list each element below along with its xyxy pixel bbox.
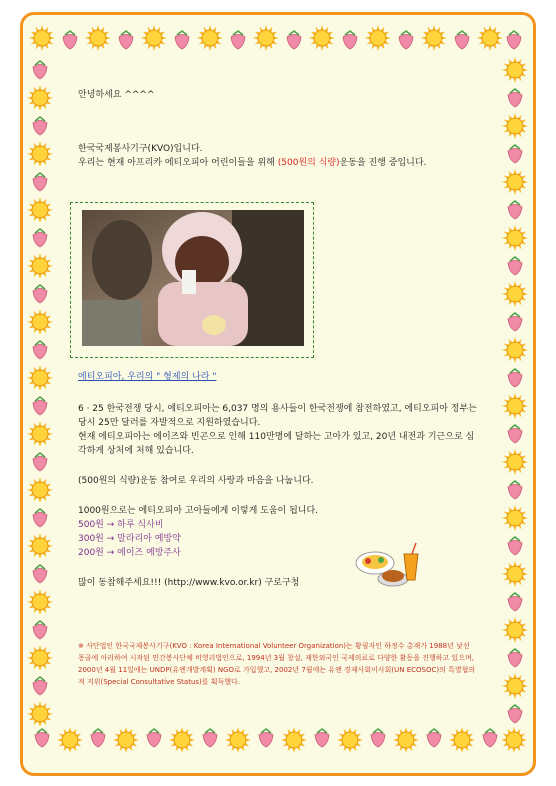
intro-text-a: 우리는 현재 아프리카 에티오피아 어린이들을 위해 bbox=[78, 158, 278, 168]
strawberry-icon bbox=[63, 31, 77, 49]
strawberry-icon bbox=[508, 481, 522, 499]
strawberry-icon bbox=[287, 31, 301, 49]
strawberry-icon bbox=[35, 729, 49, 747]
strawberry-icon bbox=[33, 565, 47, 583]
sun-icon bbox=[393, 727, 419, 753]
donation-item: 300원 → 말라리아 예방약 bbox=[78, 534, 181, 544]
strawberry-icon bbox=[508, 649, 522, 667]
donation-item: 200원 → 에이즈 예방주사 bbox=[78, 548, 181, 558]
sun-icon bbox=[27, 197, 53, 223]
sun-icon bbox=[421, 25, 447, 51]
strawberry-icon bbox=[508, 425, 522, 443]
donation-intro: 1000원으로는 에티오피아 고아들에게 이렇게 도움이 됩니다. bbox=[78, 506, 319, 516]
strawberry-icon bbox=[508, 313, 522, 331]
sun-icon bbox=[27, 253, 53, 279]
sun-icon bbox=[502, 57, 528, 83]
sun-icon bbox=[85, 25, 111, 51]
sun-icon bbox=[27, 85, 53, 111]
sun-icon bbox=[27, 645, 53, 671]
ethiopia-link[interactable]: 에티오피아, 우리의 " 형제의 나라 " bbox=[78, 372, 217, 382]
sun-icon bbox=[502, 281, 528, 307]
sun-icon bbox=[502, 617, 528, 643]
letter-content bbox=[78, 88, 482, 590]
sun-icon bbox=[27, 421, 53, 447]
paragraph-current: 현재 에티오피아는 에이즈와 빈곤으로 인해 110만명에 달하는 고아가 있고, 20년 내전과 기근으로 심각하게 상처에 처해 있습니다. bbox=[78, 432, 475, 456]
strawberry-icon bbox=[33, 677, 47, 695]
sun-icon bbox=[502, 673, 528, 699]
strawberry-icon bbox=[231, 31, 245, 49]
sun-icon bbox=[501, 727, 527, 753]
sun-icon bbox=[477, 25, 503, 51]
sun-icon bbox=[27, 477, 53, 503]
strawberry-icon bbox=[371, 729, 385, 747]
strawberry-icon bbox=[507, 31, 521, 49]
sun-icon bbox=[502, 393, 528, 419]
sun-icon bbox=[29, 25, 55, 51]
sun-icon bbox=[502, 449, 528, 475]
sun-icon bbox=[141, 25, 167, 51]
strawberry-icon bbox=[147, 729, 161, 747]
strawberry-icon bbox=[119, 31, 133, 49]
donation-item: 500원 → 하루 식사비 bbox=[78, 520, 164, 530]
sun-icon bbox=[502, 113, 528, 139]
strawberry-icon bbox=[483, 729, 497, 747]
sun-icon bbox=[502, 169, 528, 195]
sun-icon bbox=[309, 25, 335, 51]
footnote: ※ 사단법인 한국국제봉사기구(KVO : Korea International Volunteer Organization)는 황필자인 하정수 총재가 1988년 낯선 몽골에 아리하여 시작된 민간봉사단체 비영리법인으로, 1994년 3월 창설, 재한외국인 국제의료로 다양한 활동을 진행하고 있으며, 2000년 4월 11일에는 UNDP(유엔개발계획) NGO로 가입했고, 2002년 7월에는 유엔 경제사회이사회(UN ECOSOC)의 특별협의적 지위(Special Consultative Status)를 획득했다. bbox=[78, 642, 476, 686]
sun-icon bbox=[27, 309, 53, 335]
strawberry-icon bbox=[33, 341, 47, 359]
strawberry-icon bbox=[203, 729, 217, 747]
sun-icon bbox=[27, 589, 53, 615]
strawberry-icon bbox=[33, 509, 47, 527]
intro-line-1: 한국국제봉사기구(KVO)입니다. bbox=[78, 144, 203, 154]
intro-text-b: 운동을 진행 중입니다. bbox=[339, 158, 427, 168]
strawberry-icon bbox=[343, 31, 357, 49]
strawberry-icon bbox=[33, 117, 47, 135]
sun-icon bbox=[365, 25, 391, 51]
sun-icon bbox=[113, 727, 139, 753]
strawberry-icon bbox=[33, 285, 47, 303]
sun-icon bbox=[281, 727, 307, 753]
sun-icon bbox=[502, 561, 528, 587]
strawberry-icon bbox=[91, 729, 105, 747]
strawberry-icon bbox=[315, 729, 329, 747]
sun-icon bbox=[169, 727, 195, 753]
sun-icon bbox=[27, 365, 53, 391]
intro-line-2 bbox=[78, 156, 482, 170]
sun-icon bbox=[197, 25, 223, 51]
paragraph-history: 6 · 25 한국전쟁 당시, 에티오피아는 6,037 명의 용사들이 한국전쟁에 참전하였고, 에티오피아 정부는 당시 25만 달러를 자발적으로 지원하였습니다. bbox=[78, 404, 477, 428]
strawberry-icon bbox=[33, 621, 47, 639]
sun-icon bbox=[27, 533, 53, 559]
strawberry-icon bbox=[508, 593, 522, 611]
sun-icon bbox=[27, 141, 53, 167]
strawberry-icon bbox=[33, 453, 47, 471]
contact-line[interactable]: 많이 동참해주세요!!! (http://www.kvo.or.kr) 구로구청 bbox=[78, 578, 300, 588]
strawberry-icon bbox=[33, 397, 47, 415]
strawberry-icon bbox=[259, 729, 273, 747]
strawberry-icon bbox=[33, 229, 47, 247]
strawberry-icon bbox=[455, 31, 469, 49]
paragraph-campaign: (500원의 식량)운동 참여로 우리의 사랑과 마음을 나눕니다. bbox=[78, 476, 314, 486]
strawberry-icon bbox=[508, 257, 522, 275]
juice-glass-illustration bbox=[400, 542, 422, 584]
strawberry-icon bbox=[175, 31, 189, 49]
strawberry-icon bbox=[508, 201, 522, 219]
sun-icon bbox=[449, 727, 475, 753]
sun-icon bbox=[57, 727, 83, 753]
strawberry-icon bbox=[508, 537, 522, 555]
sun-icon bbox=[27, 701, 53, 727]
greeting: 안녕하세요 ^^^^ bbox=[78, 90, 155, 100]
strawberry-icon bbox=[508, 145, 522, 163]
intro-highlight: (500원의 식량) bbox=[277, 158, 340, 168]
strawberry-icon bbox=[508, 705, 522, 723]
sun-icon bbox=[502, 505, 528, 531]
strawberry-icon bbox=[508, 89, 522, 107]
strawberry-icon bbox=[399, 31, 413, 49]
strawberry-icon bbox=[427, 729, 441, 747]
sun-icon bbox=[253, 25, 279, 51]
strawberry-icon bbox=[33, 173, 47, 191]
sun-icon bbox=[225, 727, 251, 753]
sun-icon bbox=[502, 337, 528, 363]
strawberry-icon bbox=[508, 369, 522, 387]
sun-icon bbox=[502, 225, 528, 251]
sun-icon bbox=[337, 727, 363, 753]
strawberry-icon bbox=[33, 61, 47, 79]
